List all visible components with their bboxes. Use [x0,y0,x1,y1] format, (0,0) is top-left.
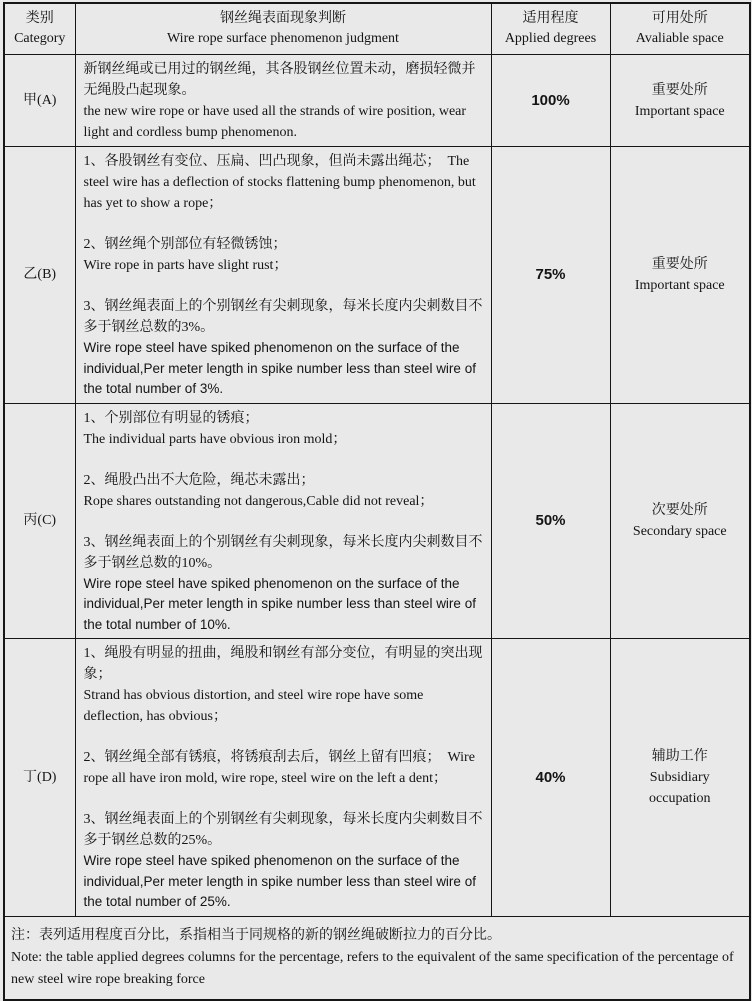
space-en: Important space [634,103,725,119]
header-space-en: Avaliable space [635,31,724,46]
header-cell-applied-degrees [491,3,610,55]
header-category-en: Category [14,31,66,46]
row-b-label: 乙(B) [4,147,75,404]
judgment-paragraph: Strand has obvious distortion, and steel wire rope have some deflection, has obvious； [83,688,424,724]
judgment-paragraph: 3、钢丝绳表面上的个别钢丝有尖刺现象，每米长度内尖刺数目不多于钢丝总数的25%。 [83,812,483,848]
header-cell-judgment [75,3,491,55]
judgment-paragraph: 2、钢丝绳个别部位有轻微锈蚀； [83,237,287,252]
row-b-space [610,147,750,404]
header-judgment-en: Wire rope surface phenomenon judgment [167,31,399,46]
judgment-paragraph: 3、钢丝绳表面上的个别钢丝有尖刺现象，每米长度内尖刺数目不多于钢丝总数的10%。 [83,534,483,571]
table-row-d [4,639,750,917]
table-header-row [4,3,750,55]
judgment-paragraph: the new wire rope or have used all the strands of wire position, wear light and cordless bump phenomenon. [83,104,467,140]
row-d-judgment [75,639,491,917]
note-zh: 注：表列适用程度百分比，系指相当于同规格的新的钢丝绳破断拉力的百分比。 [11,927,501,943]
row-b-judgment [75,147,491,404]
judgment-paragraph: Wire rope steel have spiked phenomenon on the surface of the individual,Per meter length in spike number less than steel wire of the total number of 25%. [83,853,476,909]
judgment-paragraph: 新钢丝绳或已用过的钢丝绳，其各股钢丝位置未动，磨损轻微并无绳股凸起现象。 [83,62,476,98]
header-cell-available-space [610,3,750,55]
judgment-paragraph: 2、绳股凸出不大危险，绳芯未露出； [83,472,315,488]
row-c-judgment [75,403,491,639]
row-b-applied-degree: 75% [491,147,610,404]
space-en: Secondary space [632,523,727,539]
judgment-paragraph: 1、个别部位有明显的锈痕； [83,410,259,426]
row-d-label: 丁(D) [4,639,75,917]
header-judgment-zh: 钢丝绳表面现象判断 [220,11,346,26]
header-cell-category [4,3,75,55]
space-en: Important space [634,277,725,293]
judgment-paragraph: Wire rope steel have spiked phenomenon on the surface of the individual,Per meter length in spike number less than steel wire of the total number of 3%. [83,340,476,396]
space-zh: 重要处所 [651,82,708,98]
judgment-paragraph: Wire rope steel have spiked phenomenon on the surface of the individual,Per meter length in spike number less than steel wire of the total number of 10%. [83,575,476,632]
row-a-label: 甲(A) [4,55,75,147]
row-a-applied-degree: 100% [491,55,610,147]
table-row-b [4,147,750,404]
table-row-c [4,403,750,639]
judgment-paragraph: 1、绳股有明显的扭曲，绳股和钢丝有部分变位，有明显的突出现象； [83,646,483,682]
row-d-applied-degree: 40% [491,639,610,917]
judgment-paragraph: Rope shares outstanding not dangerous,Cable did not reveal； [83,493,434,509]
row-c-applied-degree: 50% [491,403,610,639]
judgment-paragraph: 3、钢丝绳表面上的个别钢丝有尖刺现象，每米长度内尖刺数目不多于钢丝总数的3%。 [83,299,483,335]
note-en: Note: the table applied degrees columns for the percentage, refers to the equivalent of the same specification of the percentage of new steel wire rope breaking force [11,949,734,987]
space-zh: 辅助工作 [651,748,708,764]
judgment-paragraph: The individual parts have obvious iron mold； [83,431,347,447]
row-c-label: 丙(C) [4,403,75,639]
row-c-space [610,403,750,639]
note-cell [4,916,750,1000]
row-a-space [610,55,750,147]
table-note-row [4,916,750,1000]
space-zh: 次要处所 [651,502,708,518]
judgment-paragraph: 1、各股钢丝有变位、压扁、凹凸现象，但尚未露出绳芯； The steel wire has a deflection of stocks flattening bump phenomenon, but has yet to show a rope； [83,154,476,211]
table-row-a [4,55,750,147]
row-a-judgment [75,55,491,147]
header-degrees-zh: 适用程度 [522,11,579,26]
header-space-zh: 可用处所 [651,11,708,26]
header-degrees-en: Applied degrees [504,31,597,46]
space-zh: 重要处所 [651,256,708,272]
wire-rope-judgment-table [3,2,751,1001]
row-d-space [610,639,750,917]
space-en: Subsidiary occupation [649,769,711,806]
header-category-zh: 类别 [25,11,54,26]
judgment-paragraph: Wire rope in parts have slight rust； [83,258,288,273]
judgment-paragraph: 2、钢丝绳全部有锈痕，将锈痕刮去后，钢丝上留有凹痕； Wire rope all have iron mold, wire rope, steel wire on the left a dent； [83,750,475,786]
